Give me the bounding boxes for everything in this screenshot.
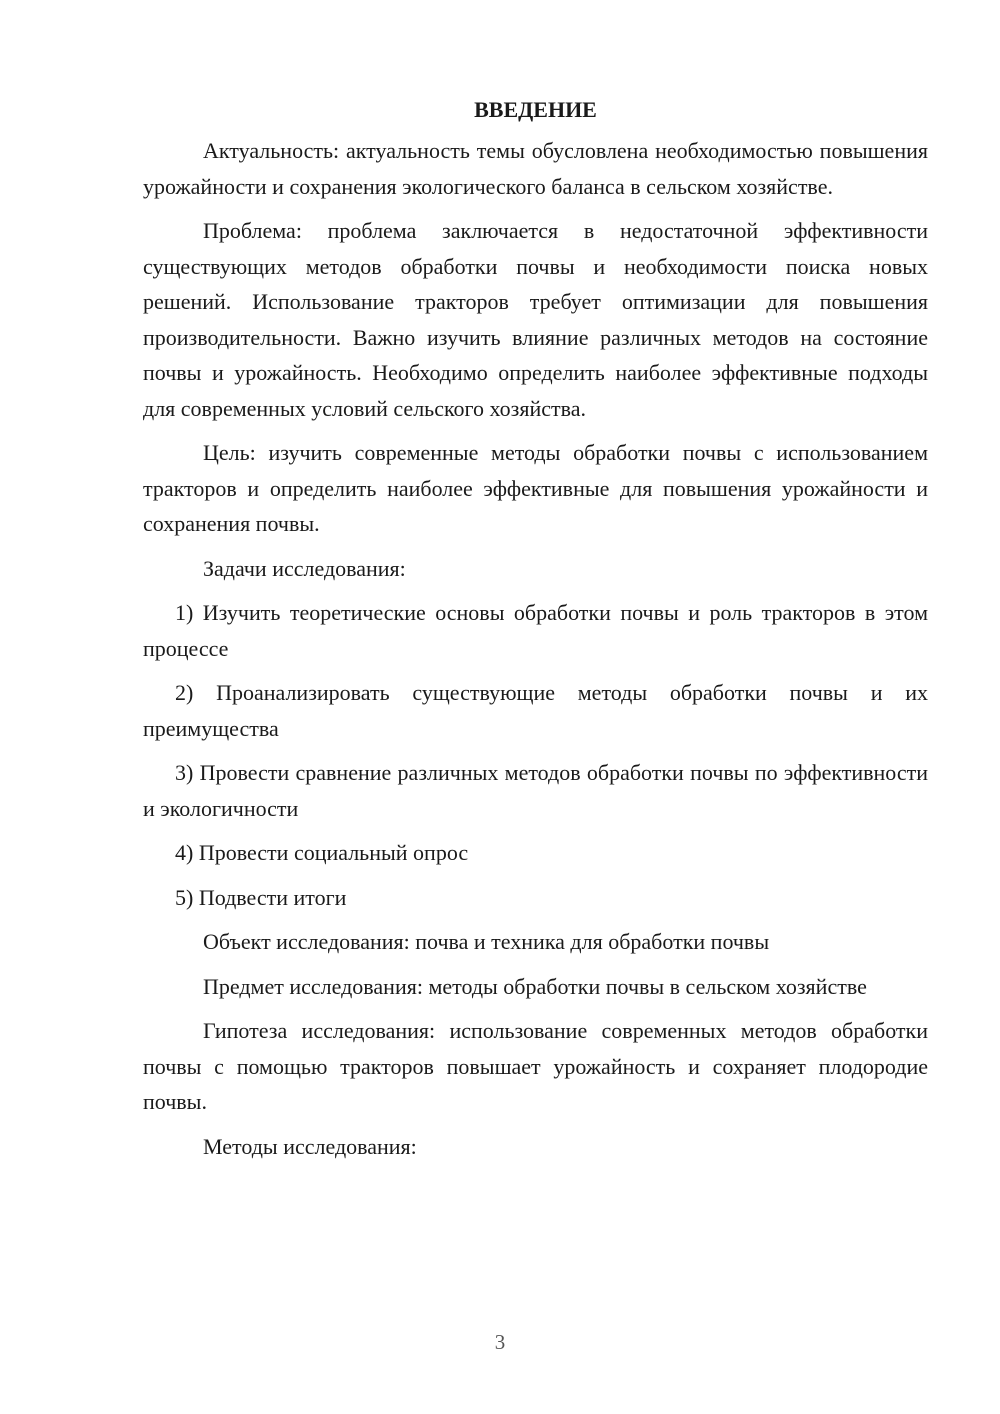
paragraph-object: Объект исследования: почва и техника для обработки почвы [203, 929, 770, 954]
page-number: 3 [494, 1330, 506, 1354]
paragraph-hypothesis: Гипотеза исследования: использование современных методов обработки почвы с помощью тракторов повышает урожайность и сохраняет плодородие почвы. [143, 1018, 928, 1114]
list-item: 1) Изучить теоретические основы обработки почвы и роль тракторов в этом процессе [143, 600, 928, 661]
tasks-title: Задачи исследования: [203, 555, 406, 581]
tasks-list [143, 595, 928, 915]
paragraph-goal: Цель: изучить современные методы обработки почвы с использованием тракторов и определить наиболее эффективные для повышения урожайности и сохранения почвы. [143, 440, 928, 536]
list-item: 3) Провести сравнение различных методов обработки почвы по эффективности и экологичности [143, 760, 928, 821]
paragraph-relevance: Актуальность: актуальность темы обусловлена необходимостью повышения урожайности и сохранения экологического баланса в сельском хозяйстве. [143, 138, 928, 199]
list-item: 5) Подвести итоги [175, 884, 347, 910]
paragraph-subject: Предмет исследования: методы обработки почвы в сельском хозяйстве [203, 973, 867, 999]
page-content [143, 92, 928, 1173]
list-item: 4) Провести социальный опрос [175, 840, 469, 865]
paragraph-problem: Проблема: проблема заключается в недостаточной эффективности существующих методов обработки почвы и необходимости поиска новых решений. Использование тракторов требует оптимизации для повышения производительности. Важно изучить влияние различных методов на состояние почвы и урожайность. Необходимо определить наиболее эффективные подходы для современных условий сельского хозяйства. [143, 218, 928, 421]
list-item: 2) Проанализировать существующие методы обработки почвы и их преимущества [143, 680, 928, 741]
paragraph-methods: Методы исследования: [203, 1133, 417, 1159]
section-heading: ВВЕДЕНИЕ [474, 97, 597, 122]
